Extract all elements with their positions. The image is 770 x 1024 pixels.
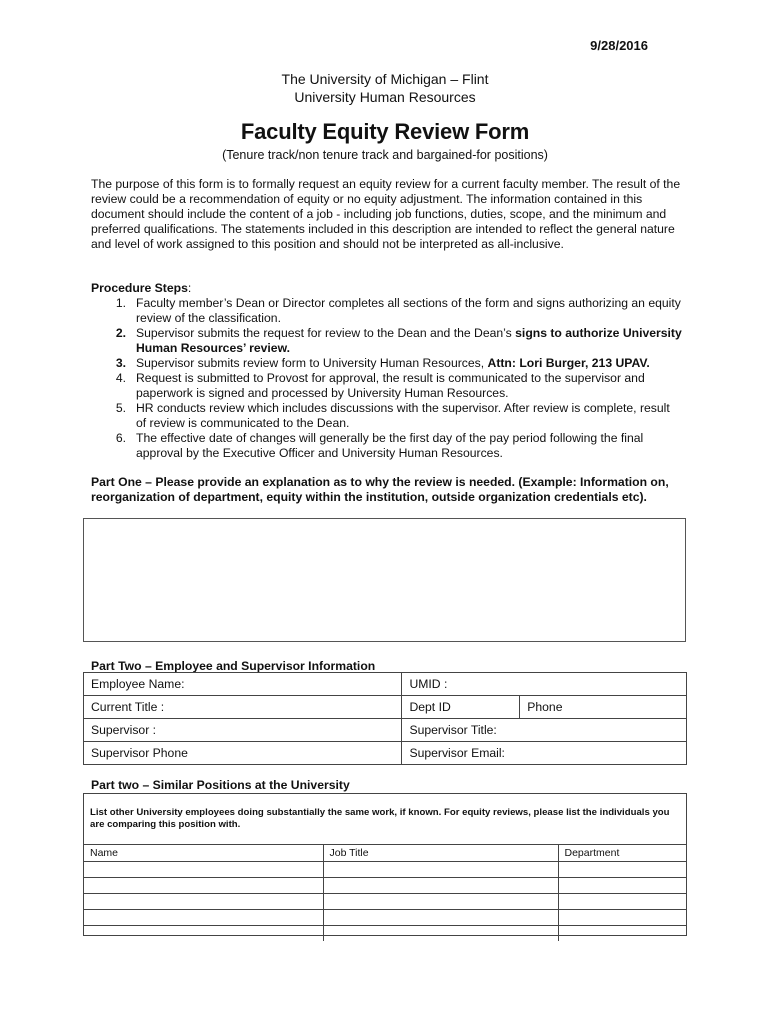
procedure-step (91, 296, 683, 326)
form-title: Faculty Equity Review Form (240, 119, 530, 144)
step-number: 6. (115, 431, 126, 445)
intro-paragraph: The purpose of this form is to formally request an equity review for a current faculty member. The result of the review could be a recommendation of equity or no equity adjustment. The information contained in this document should include the content of a job - including job functions, duties, scope, and the minimum and preferred qualifications. The statements included in this description are intended to reflect the general nature and level of work assigned to this position and should not be interpreted as all-inclusive. (91, 177, 681, 251)
supervisor-phone-field[interactable]: Supervisor Phone (84, 742, 402, 765)
procedure-step (91, 356, 683, 371)
institution-header (0, 70, 770, 106)
department-cell[interactable] (558, 926, 686, 942)
procedure-step (91, 431, 683, 461)
procedure-steps-list (91, 296, 683, 461)
procedure-heading (91, 281, 191, 295)
name-cell[interactable] (84, 910, 323, 926)
department-name: University Human Resources (294, 89, 476, 105)
job-title-cell[interactable] (323, 878, 558, 894)
phone-field[interactable]: Phone (520, 696, 687, 719)
umid-field[interactable]: UMID : (402, 673, 687, 696)
supervisor-title-field[interactable]: Supervisor Title: (402, 719, 687, 742)
column-header-department: Department (558, 845, 686, 862)
step-number: 5. (115, 401, 126, 415)
employee-name-field[interactable]: Employee Name: (84, 673, 402, 696)
department-cell[interactable] (558, 894, 686, 910)
table-row (84, 878, 686, 894)
supervisor-email-field[interactable]: Supervisor Email: (402, 742, 687, 765)
part-one-answer-box[interactable] (83, 518, 686, 642)
procedure-step (91, 326, 683, 356)
step-bold-text: signs to authorize University Human Resources’ review. (136, 326, 682, 355)
step-text: Faculty member’s Dean or Director completes all sections of the form and signs authorizing an equity review of the classification. (136, 296, 681, 325)
step-text: Request is submitted to Provost for approval, the result is communicated to the supervisor and paperwork is signed and processed by University Human Resources. (136, 371, 645, 400)
department-cell[interactable] (558, 878, 686, 894)
supervisor-field[interactable]: Supervisor : (84, 719, 402, 742)
job-title-cell[interactable] (323, 862, 558, 878)
form-date: 9/28/2016 (590, 38, 648, 53)
department-cell[interactable] (558, 910, 686, 926)
step-bold-text: Attn: Lori Burger, 213 UPAV. (487, 356, 650, 370)
step-text: The effective date of changes will generally be the first day of the pay period following the final approval by the Executive Officer and University Human Resources. (136, 431, 644, 460)
form-subtitle: (Tenure track/non tenure track and bargained-for positions) (222, 148, 548, 162)
procedure-heading-text: Procedure Steps (91, 281, 188, 295)
procedure-step (91, 401, 683, 431)
table-row (84, 742, 687, 765)
job-title-cell[interactable] (323, 894, 558, 910)
employee-info-table (83, 672, 687, 765)
similar-positions-heading: Part two – Similar Positions at the University (91, 778, 350, 792)
department-cell[interactable] (558, 862, 686, 878)
table-header-row (84, 845, 686, 862)
name-cell[interactable] (84, 926, 323, 942)
step-text: Supervisor submits the request for review to the Dean and the Dean’s (136, 326, 516, 340)
name-cell[interactable] (84, 894, 323, 910)
step-text: HR conducts review which includes discussions with the supervisor. After review is complete, result of review is communicated to the Dean. (136, 401, 670, 430)
job-title-cell[interactable] (323, 926, 558, 942)
procedure-heading-colon: : (187, 281, 192, 295)
table-row (84, 926, 686, 942)
name-cell[interactable] (84, 878, 323, 894)
job-title-cell[interactable] (323, 910, 558, 926)
similar-positions-instructions: List other University employees doing substantially the same work, if known. For equity reviews, please list the individuals you are comparing this position with. (90, 807, 670, 830)
step-text: Supervisor submits review form to University Human Resources, (136, 356, 488, 370)
table-row (84, 894, 686, 910)
column-header-job-title: Job Title (323, 845, 558, 862)
dept-id-field[interactable]: Dept ID (402, 696, 520, 719)
part-one-prompt: Part One – Please provide an explanation as to why the review is needed. (Example: Information on, reorganization of department, equity within the institution, outside organization credentials etc). (91, 475, 669, 504)
similar-positions-box (83, 793, 687, 936)
table-row (84, 719, 687, 742)
step-number: 1. (115, 296, 126, 310)
step-number: 3. (115, 356, 126, 370)
part-two-heading: Part Two – Employee and Supervisor Information (91, 659, 376, 673)
name-cell[interactable] (84, 862, 323, 878)
procedure-step (91, 371, 683, 401)
table-row (84, 696, 687, 719)
institution-name: The University of Michigan – Flint (281, 71, 489, 87)
table-row (84, 910, 686, 926)
table-row (84, 862, 686, 878)
step-number: 4. (115, 371, 126, 385)
similar-positions-table (84, 844, 686, 941)
table-row (84, 673, 687, 696)
current-title-field[interactable]: Current Title : (84, 696, 402, 719)
column-header-name: Name (84, 845, 323, 862)
step-number: 2. (115, 326, 126, 340)
